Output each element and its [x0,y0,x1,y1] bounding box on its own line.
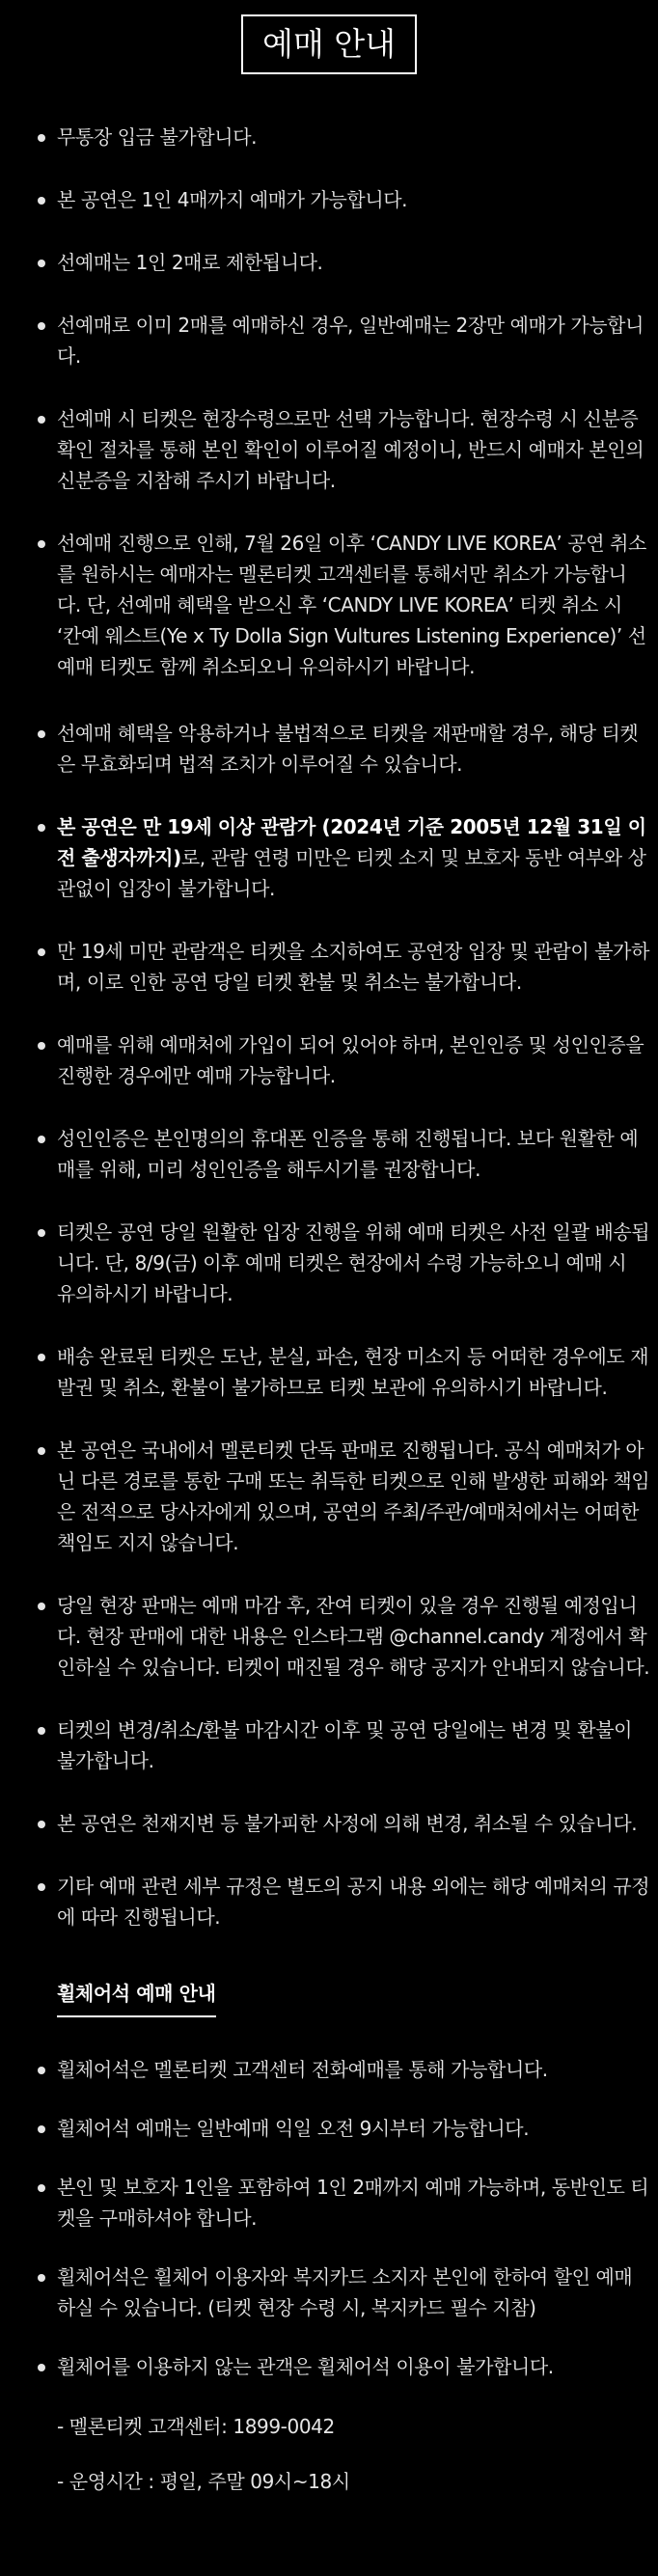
notice-item: 본 공연은 천재지변 등 불가피한 사정에 의해 변경, 취소될 수 있습니다. [0,1808,658,1839]
notice-item: 본 공연은 1인 4매까지 예매가 가능합니다. [0,184,658,215]
wheelchair-item: 휠체어석 예매는 일반예매 익일 오전 9시부터 가능합니다. [0,2113,658,2144]
notice-list [0,122,658,1932]
notice-item: 선예매 혜택을 악용하거나 불법적으로 티켓을 재판매할 경우, 해당 티켓은 무효화되며 법적 조치가 이루어질 수 있습니다. [0,718,658,780]
wheelchair-list [0,2054,658,2382]
notice-item: 예매를 위해 예매처에 가입이 되어 있어야 하며, 본인인증 및 성인인증을 진행한 경우에만 예매 가능합니다. [0,1029,658,1091]
contact-hours: - 운영시간 : 평일, 주말 09시~18시 [57,2470,350,2493]
page-title: 예매 안내 [241,14,417,74]
wheelchair-item: 휠체어를 이용하지 않는 관객은 휠체어석 이용이 불가합니다. [0,2351,658,2382]
notice-item: 만 19세 미만 관람객은 티켓을 소지하여도 공연장 입장 및 관람이 불가하며, 이로 인한 공연 당일 티켓 환불 및 취소는 불가합니다. [0,936,658,998]
wheelchair-item: 휠체어석은 휠체어 이용자와 복지카드 소지자 본인에 한하여 할인 예매하실 수 있습니다. (티켓 현장 수령 시, 복지카드 필수 지참) [0,2261,658,2323]
contact-info [0,2411,658,2497]
notice-item: 선예매 시 티켓은 현장수령으로만 선택 가능합니다. 현장수령 시 신분증 확인 절차를 통해 본인 확인이 이루어질 예정이니, 반드시 예매자 본인의 신분증을 지참해 주시기 바랍니다. [0,403,658,496]
age-restriction-bold: 본 공연은 만 19세 이상 관람가 (2024년 기준 2005년 12월 31일 이전 출생자까지) [57,815,646,869]
notice-item: 성인인증은 본인명의의 휴대폰 인증을 통해 진행됩니다. 보다 원활한 예매를 위해, 미리 성인인증을 해두시기를 권장합니다. [0,1123,658,1185]
notice-item: 티켓의 변경/취소/환불 마감시간 이후 및 공연 당일에는 변경 및 환불이 불가합니다. [0,1714,658,1776]
notice-item: 본 공연은 국내에서 멜론티켓 단독 판매로 진행됩니다. 공식 예매처가 아닌 다른 경로를 통한 구매 또는 취득한 티켓으로 인해 발생한 피해와 책임은 전적으로 당사자에게 있으며, 공연의 주최/주관/예매처에서는 어떠한 책임도 지지 않습니다. [0,1435,658,1558]
wheelchair-item: 본인 및 보호자 1인을 포함하여 1인 2매까지 예매 가능하며, 동반인도 티켓을 구매하셔야 합니다. [0,2172,658,2233]
notice-item: 티켓은 공연 당일 원활한 입장 진행을 위해 예매 티켓은 사전 일괄 배송됩니다. 단, 8/9(금) 이후 예매 티켓은 현장에서 수령 가능하오니 예매 시 유의하시기 바랍니다. [0,1217,658,1309]
wheelchair-heading: 휠체어석 예매 안내 [57,1978,216,2017]
notice-item: 무통장 입금 불가합니다. [0,122,658,152]
wheelchair-item: 휠체어석은 멜론티켓 고객센터 전화예매를 통해 가능합니다. [0,2054,658,2085]
notice-item: 당일 현장 판매는 예매 마감 후, 잔여 티켓이 있을 경우 진행될 예정입니다. 현장 판매에 대한 내용은 인스타그램 @channel.candy 계정에서 확인하실 수 있습니다. 티켓이 매진될 경우 해당 공지가 안내되지 않습니다. [0,1590,658,1683]
notice-item: 선예매 진행으로 인해, 7월 26일 이후 ‘CANDY LIVE KOREA’ 공연 취소를 원하시는 예매자는 멜론티켓 고객센터를 통해서만 취소가 가능합니다. 단, 선예매 혜택을 받으신 후 ‘CANDY LIVE KOREA’ 티켓 취소 시 ‘칸예 웨스트(Ye x Ty Dolla Sign Vultures Listening Experience)’ 선예매 티켓도 함께 취소되오니 유의하시기 바랍니다. [0,528,658,682]
notice-item: 선예매는 1인 2매로 제한됩니다. [0,247,658,278]
title-area [0,14,658,78]
notice-item: 배송 완료된 티켓은 도난, 분실, 파손, 현장 미소지 등 어떠한 경우에도 재발권 및 취소, 환불이 불가하므로 티켓 보관에 유의하시기 바랍니다. [0,1341,658,1403]
notice-item: 기타 예매 관련 세부 규정은 별도의 공지 내용 외에는 해당 예매처의 규정에 따라 진행됩니다. [0,1871,658,1932]
wheelchair-heading-area [0,1978,658,2022]
notice-item-age-restriction: 본 공연은 만 19세 이상 관람가 (2024년 기준 2005년 12월 31일 이전 출생자까지)로, 관람 연령 미만은 티켓 소지 및 보호자 동반 여부와 상관없이 입장이 불가합니다. [0,811,658,904]
notice-item: 선예매로 이미 2매를 예매하신 경우, 일반예매는 2장만 예매가 가능합니다. [0,310,658,371]
contact-phone: - 멜론티켓 고객센터: 1899-0042 [57,2415,335,2438]
